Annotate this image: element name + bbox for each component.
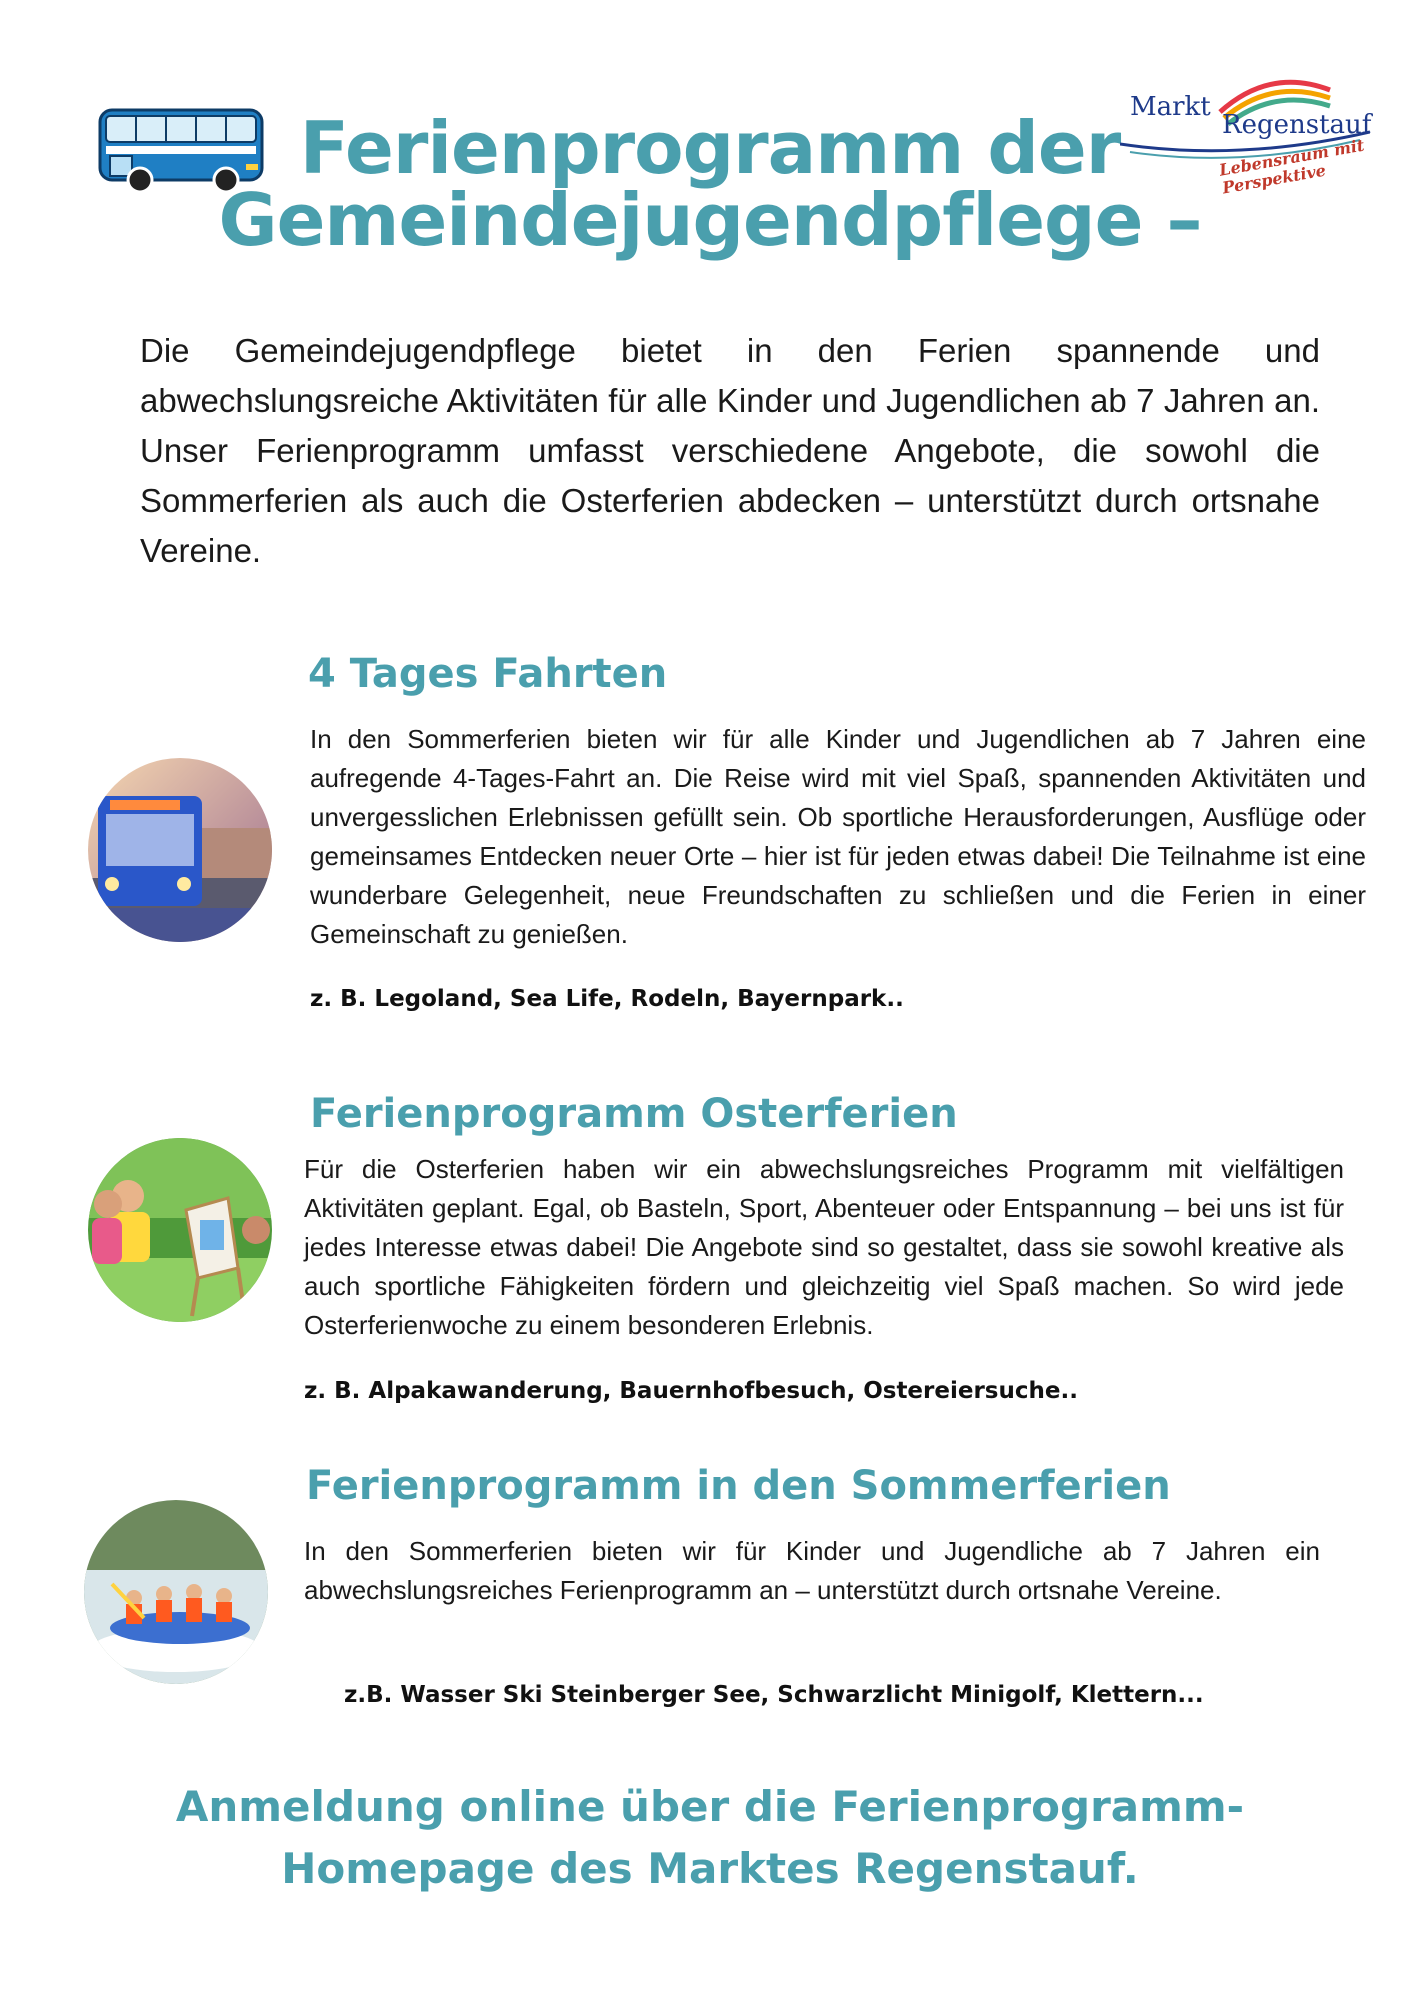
section-example-sommerferien: z.B. Wasser Ski Steinberger See, Schwarzlicht Minigolf, Klettern...: [344, 1682, 1204, 1708]
section-title-4-tages-fahrten: 4 Tages Fahrten: [308, 651, 668, 697]
intro-paragraph: Die Gemeindejugendpflege bietet in den Ferien spannende und abwechslungsreiche Aktivitäten für alle Kinder und Jugendlichen ab 7 Jahren an. Unser Ferienprogramm umfasst verschiedene Angebote, die sowohl die Sommerferien als auch die Osterferien abdecken – unterstützt durch ortsnahe Vereine.: [140, 332, 1320, 569]
bus-photo: [88, 758, 272, 942]
logo-word-regenstauf: Regenstauf: [1222, 110, 1372, 140]
registration-note: [160, 1776, 1260, 1900]
title-line-2: Gemeindejugendpflege –: [218, 178, 1202, 262]
registration-line-1: Anmeldung online über die Ferienprogramm-: [175, 1782, 1245, 1831]
section-title-osterferien: Ferienprogramm Osterferien: [310, 1091, 958, 1137]
section-example-osterferien: z. B. Alpakawanderung, Bauernhofbesuch, Ostereiersuche..: [304, 1378, 1078, 1404]
rafting-photo: [84, 1500, 268, 1684]
registration-line-2: Homepage des Marktes Regenstauf.: [281, 1844, 1139, 1893]
logo-word-markt: Markt: [1130, 92, 1211, 122]
kids-painting-photo: [88, 1138, 272, 1322]
section-text-4-tages-fahrten: In den Sommerferien bieten wir für alle Kinder und Jugendlichen ab 7 Jahren eine aufregende 4-Tages-Fahrt an. Die Reise wird mit viel Spaß, spannenden Aktivitäten und unvergesslichen Erlebnissen gefüllt sein. Ob sportliche Herausforderungen, Ausflüge oder gemeinsames Entdecken neuer Orte – hier ist für jeden etwas dabei! Die Teilnahme ist eine wunderbare Gelegenheit, neue Freundschaften zu schließen und die Ferien in einer Gemeinschaft zu genießen.: [310, 724, 1366, 949]
section-text-sommerferien: In den Sommerferien bieten wir für Kinder und Jugendliche ab 7 Jahren ein abwechslungsreiches Ferienprogramm an – unterstützt durch ortsnahe Vereine.: [304, 1536, 1320, 1605]
section-title-sommerferien: Ferienprogramm in den Sommerferien: [306, 1463, 1171, 1509]
section-example-4-tages-fahrten: z. B. Legoland, Sea Life, Rodeln, Bayernpark..: [310, 986, 904, 1012]
title-line-1: Ferienprogramm der: [299, 106, 1121, 190]
logo-slogan: Lebensraum mit Perspektive: [1217, 135, 1366, 198]
section-text-osterferien: Für die Osterferien haben wir ein abwechslungsreiches Programm mit vielfältigen Aktivitäten geplant. Egal, ob Basteln, Sport, Abenteuer oder Entspannung – bei uns ist für jedes Interesse etwas dabei! Die Angebote sind so gestaltet, dass sie sowohl kreative als auch sportliche Fähigkeiten fördern und gleichzeitig viel Spaß machen. So wird jede Osterferienwoche zu einem besonderen Erlebnis.: [304, 1154, 1344, 1340]
